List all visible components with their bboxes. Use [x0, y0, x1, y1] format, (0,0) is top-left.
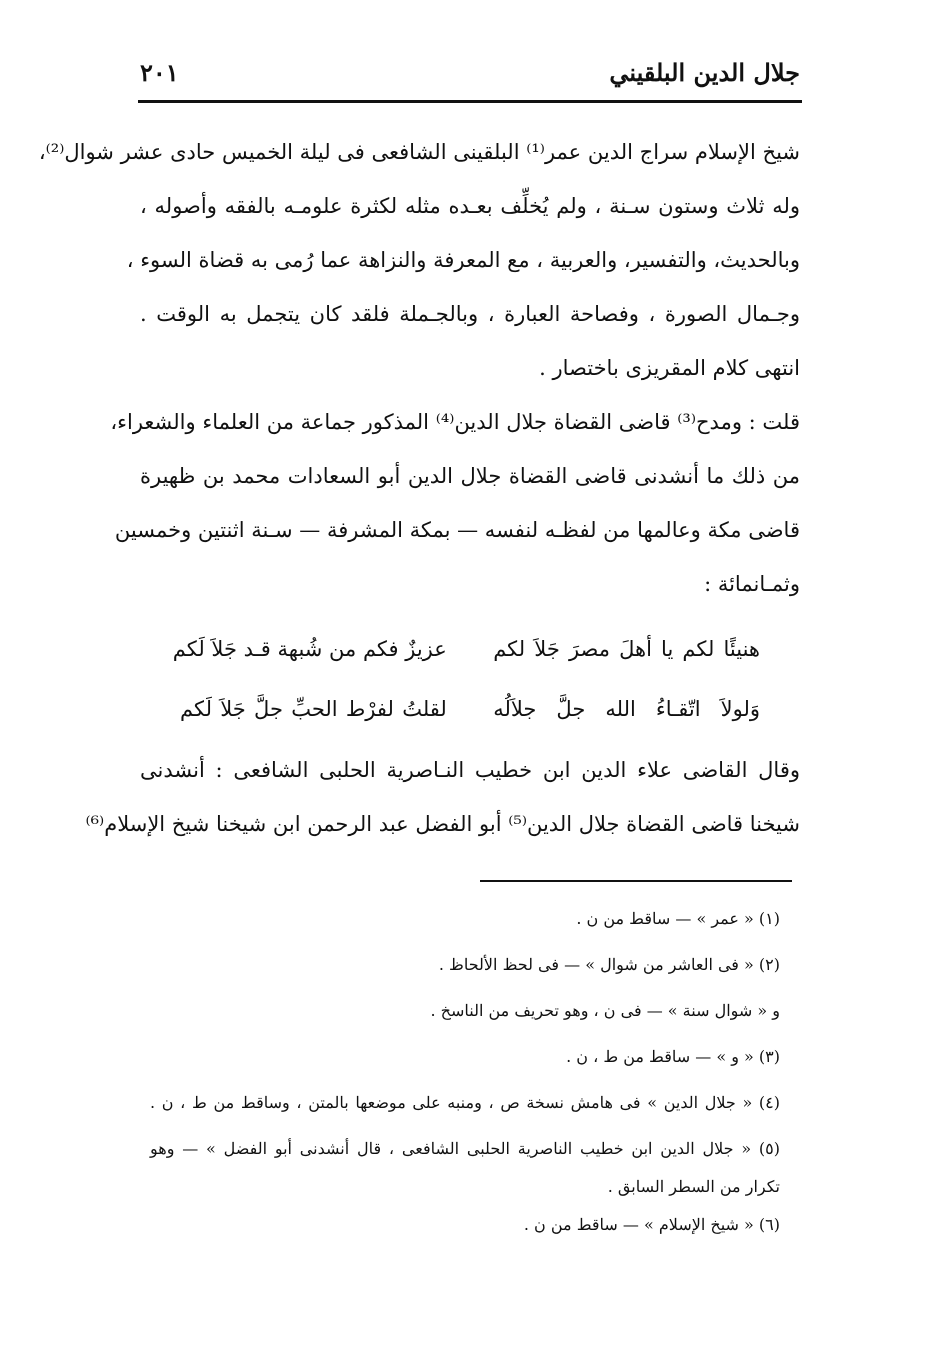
- text-line: انتهى كلام المقريزى باختصار .: [539, 356, 800, 380]
- main-text: [38, 125, 800, 851]
- footnote-rule: [480, 880, 792, 882]
- footnote: (٦) « شيخ الإسلام » — ساقط من ن .: [523, 1215, 780, 1234]
- footnote-continuation: تكرار من السطر السابق .: [607, 1177, 780, 1196]
- text-line: وجـمال الصورة ، وفصاحة العبارة ، وبالجـملة فلقد كان يتجمل به الوقت .: [140, 302, 800, 326]
- footnotes: [150, 896, 780, 1248]
- page-number: ٢٠١: [140, 57, 179, 87]
- verse-second-hemistich: عزيزٌ فكم من شُبهة قـد جَلاَ لَكم: [172, 637, 447, 661]
- footnote: (١) « عمر » — ساقط من ن .: [576, 909, 780, 928]
- footnote: (٢) « فى العاشر من شوال » — فى لحظ الألحاظ .: [438, 955, 780, 974]
- poem: [140, 611, 800, 743]
- poem-verse: [180, 679, 760, 739]
- verse-second-hemistich: لقلتُ لفرْط الحبِّ جلَّ جَلاَ لَكم: [180, 697, 447, 721]
- running-header: [140, 52, 800, 92]
- footnote: (٣) « و » — ساقط من ط ، ن .: [566, 1047, 780, 1066]
- footnote: (٥) « جلال الدين ابن خطيب الناصرية الحلبى الشافعى ، قال أنشدنى أبو الفضل » — وهو: [150, 1139, 780, 1158]
- header-rule: [138, 100, 802, 103]
- verse-first-hemistich: هنيئًا لكم يا أهلَ مصرَ جَلاَ لكم: [493, 637, 760, 661]
- text-line: وبالحديث، والتفسير، والعربية ، مع المعرفة والنزاهة عما رُمى به قضاة السوء ،: [126, 248, 800, 272]
- text-line: وقال القاضى علاء الدين ابن خطيب النـاصرية الحلبى الشافعى : أنشدنى: [140, 758, 800, 782]
- verse-first-hemistich: وَلولاَ اتّقـاءُ الله جلَّ جلاَلُه: [493, 697, 760, 721]
- text-line: شيخ الإسلام سراج الدين عمر⁽¹⁾ البلقينى الشافعى فى ليلة الخميس حادى عشر شوال⁽²⁾،: [38, 140, 800, 164]
- running-title: جلال الدين البلقيني: [609, 57, 800, 87]
- text-line: شيخنا قاضى القضاة جلال الدين⁽⁵⁾ أبو الفضل عبد الرحمن ابن شيخنا شيخ الإسلام⁽⁶⁾: [85, 812, 800, 836]
- text-line: وله ثلاث وستون سـنة ، ولم يُخلِّف بعـده مثله لكثرة علومـه بالفقه وأصوله ،: [140, 194, 800, 218]
- text-line: قاضى مكة وعالمها من لفظـه لنفسه — بمكة المشرفة — سـنة اثنتين وخمسين: [114, 518, 800, 542]
- footnote: و « شوال سنة » — فى ن ، وهو تحريف من الناسخ .: [430, 1001, 780, 1020]
- poem-verse: [172, 619, 760, 679]
- text-line: قلت : ومدح⁽³⁾ قاضى القضاة جلال الدين⁽⁴⁾ المذكور جماعة من العلماء والشعراء،: [110, 410, 800, 434]
- text-line: من ذلك ما أنشدنى قاضى القضاة جلال الدين أبو السعادات محمد بن ظهيرة: [140, 464, 800, 488]
- footnote: (٤) « جلال الدين » فى هامش نسخة ص ، ومنبه على موضعها بالمتن ، وساقط من ط ، ن .: [150, 1093, 780, 1112]
- text-line: وثمـانمائة :: [704, 572, 800, 596]
